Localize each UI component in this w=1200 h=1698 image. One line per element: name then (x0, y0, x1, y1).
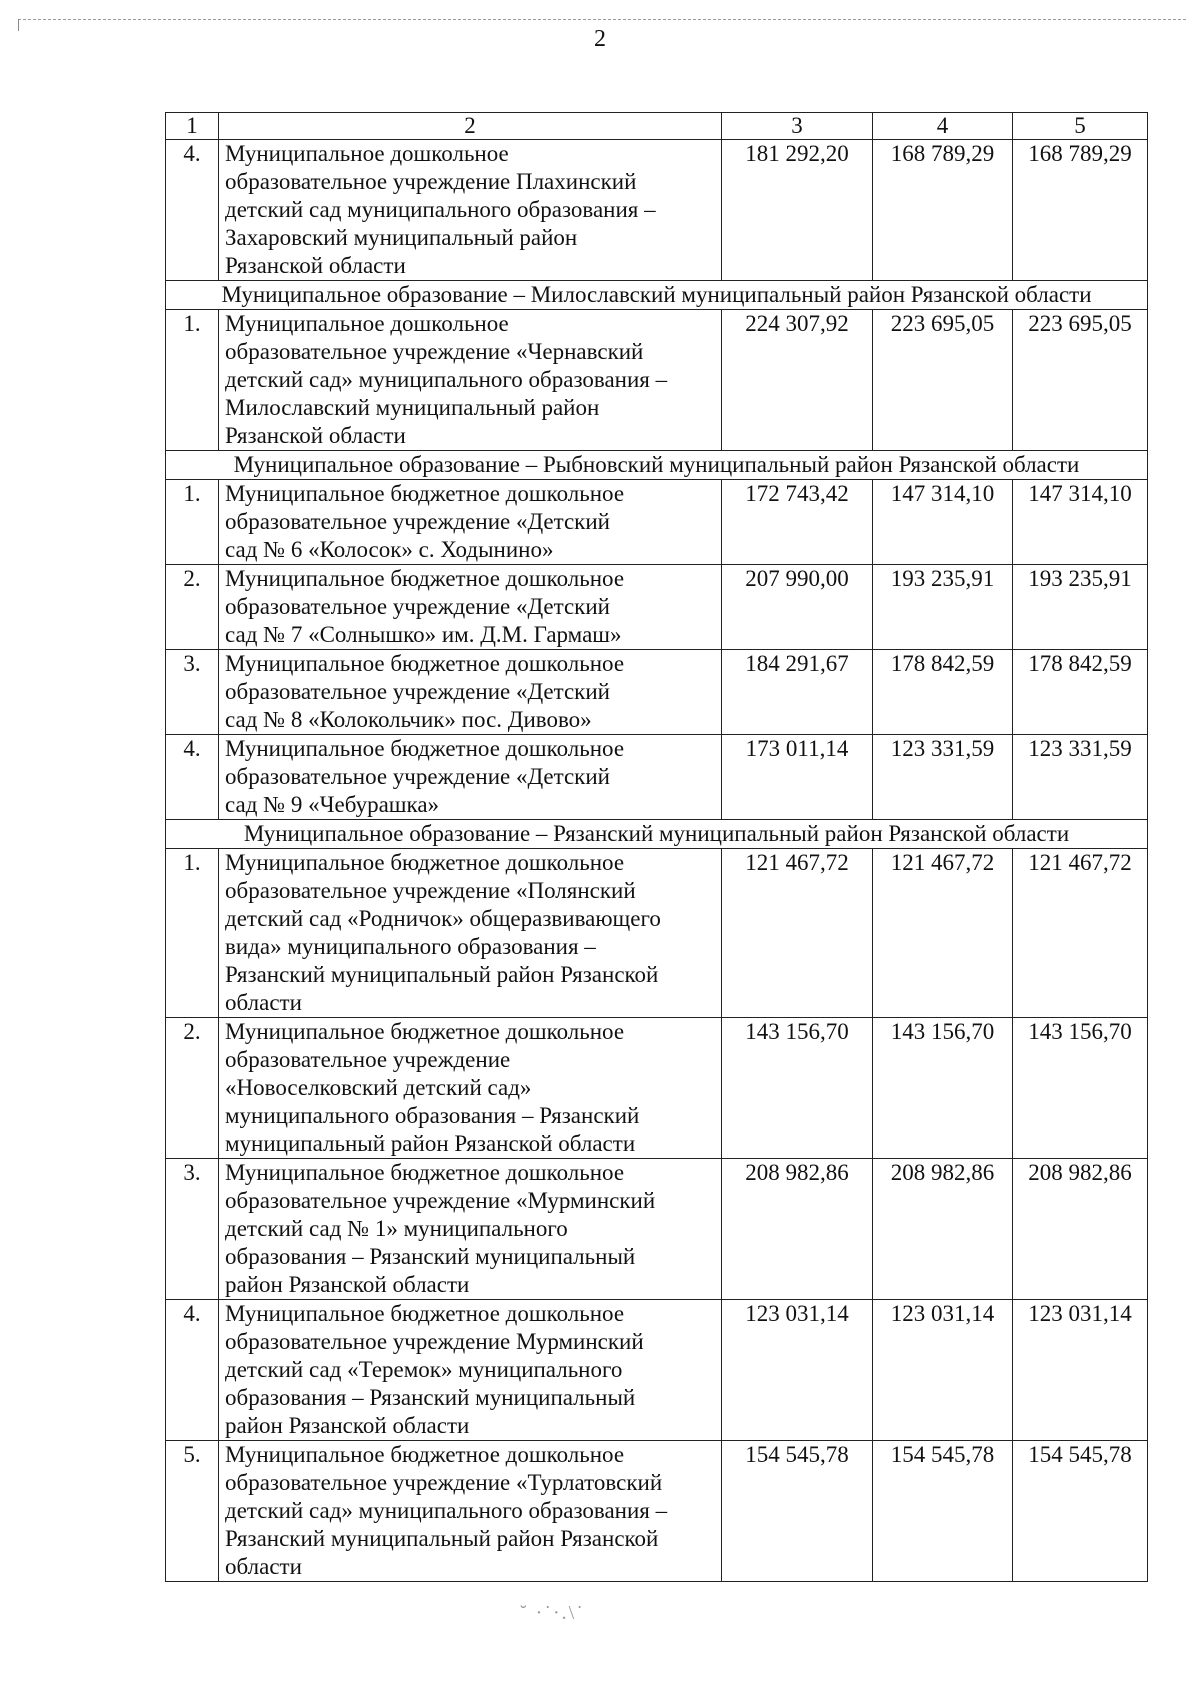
table-row (166, 1018, 1148, 1159)
institution-name-line: образовательное учреждение «Чернавский (225, 339, 644, 364)
institution-name (219, 310, 722, 451)
section-title: Муниципальное образование – Рыбновский муниципальный район Рязанской области (166, 451, 1148, 480)
institution-name-line: образовательное учреждение «Мурминский (225, 1188, 656, 1213)
amount-c5: 193 235,91 (1013, 565, 1148, 650)
table-row (166, 735, 1148, 820)
institution-name-line: «Новоселковский детский сад» (225, 1075, 532, 1100)
row-number: 1. (166, 310, 219, 451)
row-number: 4. (166, 140, 219, 281)
institution-name-line: Муниципальное бюджетное дошкольное (225, 1301, 625, 1326)
row-number: 2. (166, 1018, 219, 1159)
institution-name-line: муниципального образования – Рязанский (225, 1103, 640, 1128)
table-row (166, 1441, 1148, 1582)
section-header-row (166, 451, 1148, 480)
institution-name-line: образовательное учреждение Плахинский (225, 169, 637, 194)
institution-name-line: Муниципальное бюджетное дошкольное (225, 566, 625, 591)
institution-name-line: области (225, 990, 302, 1015)
row-number: 3. (166, 1159, 219, 1300)
institution-name-line: образовательное учреждение «Детский (225, 764, 610, 789)
amount-c4: 143 156,70 (873, 1018, 1013, 1159)
table-header-row (166, 113, 1148, 140)
section-header-row (166, 820, 1148, 849)
header-col-3: 3 (722, 113, 873, 140)
institution-name-line: Рязанской области (225, 253, 406, 278)
scan-edge-line (18, 19, 1186, 20)
institution-name-line: образовательное учреждение (225, 1047, 511, 1072)
institution-name-line: Муниципальное бюджетное дошкольное (225, 736, 625, 761)
institution-name (219, 1300, 722, 1441)
amount-c3: 181 292,20 (722, 140, 873, 281)
header-col-4: 4 (873, 113, 1013, 140)
row-number: 5. (166, 1441, 219, 1582)
header-col-5: 5 (1013, 113, 1148, 140)
institution-name-line: детский сад» муниципального образования – (225, 367, 668, 392)
amount-c3: 154 545,78 (722, 1441, 873, 1582)
institution-name-line: Муниципальное бюджетное дошкольное (225, 1442, 625, 1467)
institution-name-line: муниципальный район Рязанской области (225, 1131, 636, 1156)
amount-c4: 121 467,72 (873, 849, 1013, 1018)
amount-c3: 173 011,14 (722, 735, 873, 820)
institution-name-line: Захаровский муниципальный район (225, 225, 578, 250)
table-row (166, 1159, 1148, 1300)
institution-name (219, 565, 722, 650)
institution-name-line: Рязанский муниципальный район Рязанской (225, 1526, 659, 1551)
amount-c5: 121 467,72 (1013, 849, 1148, 1018)
institution-name (219, 1441, 722, 1582)
institution-name-line: Муниципальное бюджетное дошкольное (225, 651, 625, 676)
amount-c4: 123 331,59 (873, 735, 1013, 820)
institution-name-line: детский сад» муниципального образования – (225, 1498, 668, 1523)
amount-c5: 143 156,70 (1013, 1018, 1148, 1159)
institution-name (219, 735, 722, 820)
amount-c3: 172 743,42 (722, 480, 873, 565)
table-row (166, 650, 1148, 735)
amount-c3: 184 291,67 (722, 650, 873, 735)
row-number: 4. (166, 735, 219, 820)
amount-c5: 123 031,14 (1013, 1300, 1148, 1441)
amount-c3: 207 990,00 (722, 565, 873, 650)
header-col-1: 1 (166, 113, 219, 140)
institution-name-line: вида» муниципального образования – (225, 934, 596, 959)
institution-name-line: сад № 7 «Солнышко» им. Д.М. Гармаш» (225, 622, 622, 647)
institution-name-line: образовательное учреждение Мурминский (225, 1329, 644, 1354)
institution-name-line: Муниципальное дошкольное (225, 311, 509, 336)
institution-name-line: Муниципальное бюджетное дошкольное (225, 1019, 625, 1044)
funding-table (165, 112, 1148, 1582)
table-row (166, 849, 1148, 1018)
institution-name (219, 140, 722, 281)
institution-name-line: Рязанской области (225, 423, 406, 448)
amount-c5: 123 331,59 (1013, 735, 1148, 820)
amount-c4: 123 031,14 (873, 1300, 1013, 1441)
row-number: 1. (166, 480, 219, 565)
institution-name (219, 1018, 722, 1159)
amount-c4: 208 982,86 (873, 1159, 1013, 1300)
amount-c5: 147 314,10 (1013, 480, 1148, 565)
institution-name-line: образовательное учреждение «Детский (225, 509, 610, 534)
amount-c3: 208 982,86 (722, 1159, 873, 1300)
table-row (166, 480, 1148, 565)
page-number: 2 (594, 26, 606, 52)
table-row (166, 140, 1148, 281)
institution-name (219, 849, 722, 1018)
institution-name-line: детский сад «Теремок» муниципального (225, 1357, 623, 1382)
row-number: 1. (166, 849, 219, 1018)
amount-c3: 224 307,92 (722, 310, 873, 451)
institution-name (219, 650, 722, 735)
section-title: Муниципальное образование – Рязанский муниципальный район Рязанской области (166, 820, 1148, 849)
section-header-row (166, 281, 1148, 310)
amount-c5: 208 982,86 (1013, 1159, 1148, 1300)
header-col-2: 2 (219, 113, 722, 140)
institution-name-line: образования – Рязанский муниципальный (225, 1244, 636, 1269)
amount-c5: 178 842,59 (1013, 650, 1148, 735)
institution-name-line: район Рязанской области (225, 1272, 470, 1297)
row-number: 3. (166, 650, 219, 735)
amount-c5: 223 695,05 (1013, 310, 1148, 451)
amount-c3: 121 467,72 (722, 849, 873, 1018)
row-number: 2. (166, 565, 219, 650)
institution-name-line: сад № 9 «Чебурашка» (225, 792, 440, 817)
scan-smudge: ˘ ·˙·.\˙ (520, 1602, 585, 1624)
institution-name-line: образования – Рязанский муниципальный (225, 1385, 636, 1410)
institution-name-line: образовательное учреждение «Турлатовский (225, 1470, 663, 1495)
institution-name-line: Муниципальное бюджетное дошкольное (225, 1160, 625, 1185)
table-row (166, 1300, 1148, 1441)
institution-name-line: Муниципальное дошкольное (225, 141, 509, 166)
institution-name-line: образовательное учреждение «Полянский (225, 878, 636, 903)
amount-c4: 223 695,05 (873, 310, 1013, 451)
funding-table-body (166, 113, 1148, 1582)
amount-c3: 143 156,70 (722, 1018, 873, 1159)
amount-c4: 178 842,59 (873, 650, 1013, 735)
institution-name-line: детский сад № 1» муниципального (225, 1216, 568, 1241)
institution-name-line: Рязанский муниципальный район Рязанской (225, 962, 659, 987)
institution-name-line: Муниципальное бюджетное дошкольное (225, 481, 625, 506)
institution-name-line: детский сад муниципального образования – (225, 197, 656, 222)
amount-c4: 193 235,91 (873, 565, 1013, 650)
institution-name-line: образовательное учреждение «Детский (225, 679, 610, 704)
institution-name-line: сад № 8 «Колокольчик» пос. Дивово» (225, 707, 592, 732)
table-row (166, 565, 1148, 650)
institution-name (219, 480, 722, 565)
institution-name-line: сад № 6 «Колосок» с. Ходынино» (225, 537, 554, 562)
amount-c4: 147 314,10 (873, 480, 1013, 565)
section-title: Муниципальное образование – Милославский муниципальный район Рязанской области (166, 281, 1148, 310)
institution-name-line: Муниципальное бюджетное дошкольное (225, 850, 625, 875)
institution-name-line: район Рязанской области (225, 1413, 470, 1438)
amount-c4: 154 545,78 (873, 1441, 1013, 1582)
table-row (166, 310, 1148, 451)
institution-name-line: образовательное учреждение «Детский (225, 594, 610, 619)
amount-c3: 123 031,14 (722, 1300, 873, 1441)
institution-name-line: Милославский муниципальный район (225, 395, 600, 420)
amount-c5: 168 789,29 (1013, 140, 1148, 281)
row-number: 4. (166, 1300, 219, 1441)
amount-c4: 168 789,29 (873, 140, 1013, 281)
amount-c5: 154 545,78 (1013, 1441, 1148, 1582)
institution-name-line: детский сад «Родничок» общеразвивающего (225, 906, 661, 931)
institution-name-line: области (225, 1554, 302, 1579)
institution-name (219, 1159, 722, 1300)
